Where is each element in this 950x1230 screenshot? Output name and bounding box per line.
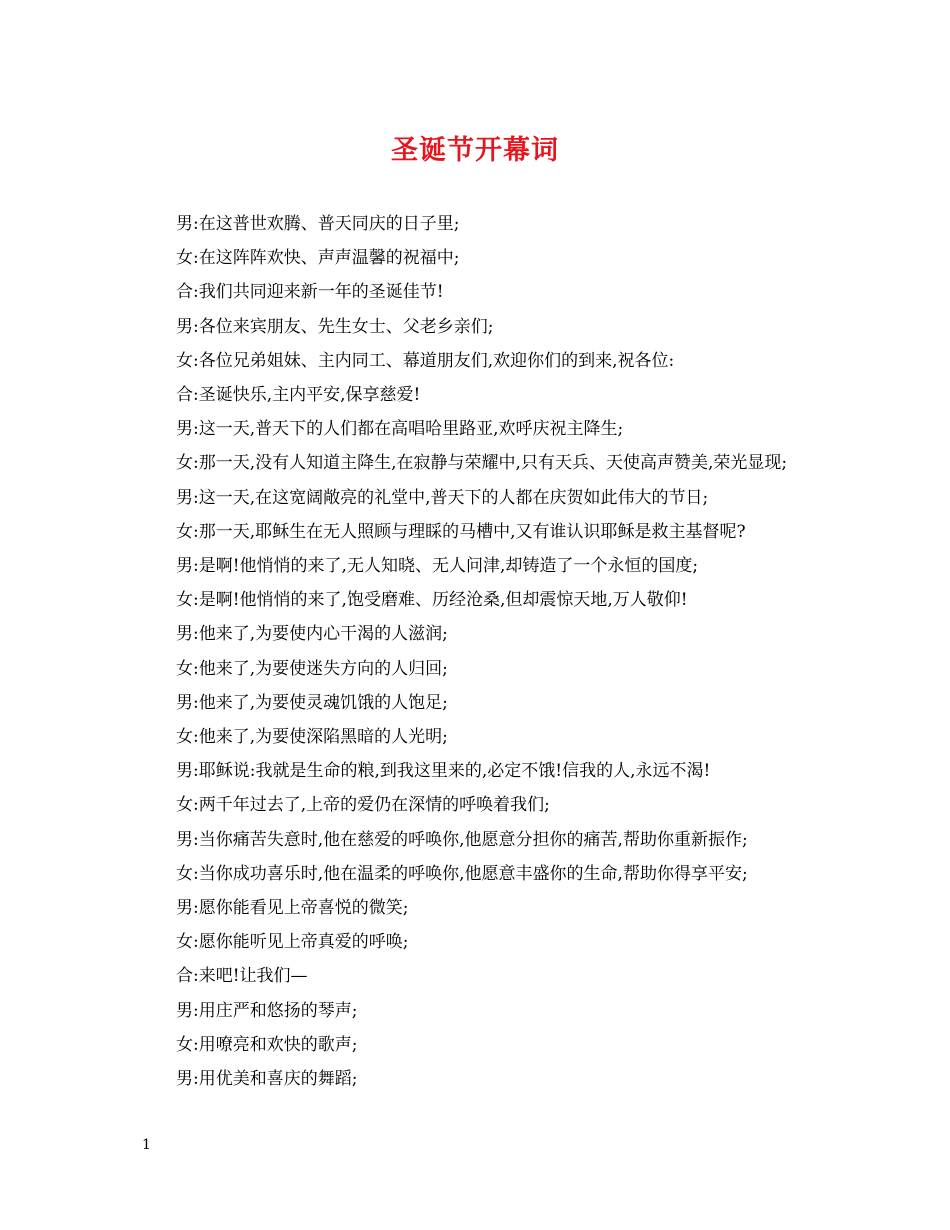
paragraph: 男:是啊!他悄悄的来了,无人知晓、无人问津,却铸造了一个永恒的国度; [176,556,699,577]
page-title: 圣诞节开幕词 [391,135,559,166]
paragraph: 男:用优美和喜庆的舞蹈; [176,1069,358,1090]
paragraph: 男:他来了,为要使内心干渴的人滋润; [176,624,448,645]
paragraph: 女:各位兄弟姐妹、主内同工、幕道朋友们,欢迎你们的到来,祝各位: [176,350,675,371]
paragraph: 合:圣诞快乐,主内平安,保享慈爱! [176,385,421,406]
paragraph: 男:愿你能看见上帝喜悦的微笑; [176,898,409,919]
paragraph: 女:用嘹亮和欢快的歌声; [176,1034,358,1055]
paragraph: 男:这一天,在这宽阔敞亮的礼堂中,普天下的人都在庆贺如此伟大的节日; [176,487,709,508]
paragraph: 女:那一天,耶稣生在无人照顾与理睬的马槽中,又有谁认识耶稣是救主基督呢? [176,521,746,542]
paragraph: 男:在这普世欢腾、普天同庆的日子里; [176,214,460,234]
paragraph: 合:来吧!让我们— [176,966,308,987]
paragraph: 男:他来了,为要使灵魂饥饿的人饱足; [176,692,448,713]
paragraph: 女:在这阵阵欢快、声声温馨的祝福中; [176,248,460,269]
paragraph: 合:我们共同迎来新一年的圣诞佳节! [176,282,444,303]
paragraph: 男:用庄严和悠扬的琴声; [176,1000,358,1021]
paragraph: 女:他来了,为要使深陷黑暗的人光明; [176,727,448,748]
paragraph: 女:是啊!他悄悄的来了,饱受磨难、历经沧桑,但却震惊天地,万人敬仰! [176,590,688,611]
paragraph: 男:当你痛苦失意时,他在慈爱的呼唤你,他愿意分担你的痛苦,帮助你重新振作; [176,829,748,850]
paragraph: 女:两千年过去了,上帝的爱仍在深情的呼唤着我们; [176,795,550,816]
paragraph: 男:耶稣说:我就是生命的粮,到我这里来的,必定不饿!信我的人,永远不渴! [176,761,711,782]
paragraph: 女:他来了,为要使迷失方向的人归回; [176,658,448,679]
paragraph: 女:愿你能听见上帝真爱的呼唤; [176,932,409,953]
page-number: 1 [142,1137,151,1153]
paragraph: 男:这一天,普天下的人们都在高唱哈里路亚,欢呼庆祝主降生; [176,419,624,440]
document-body [140,207,820,1096]
paragraph: 男:各位来宾朋友、先生女士、父老乡亲们; [176,316,494,337]
paragraph: 女:那一天,没有人知道主降生,在寂静与荣耀中,只有天兵、天使高声赞美,荣光显现; [176,453,788,474]
paragraph: 女:当你成功喜乐时,他在温柔的呼唤你,他愿意丰盛你的生命,帮助你得享平安; [176,863,748,884]
